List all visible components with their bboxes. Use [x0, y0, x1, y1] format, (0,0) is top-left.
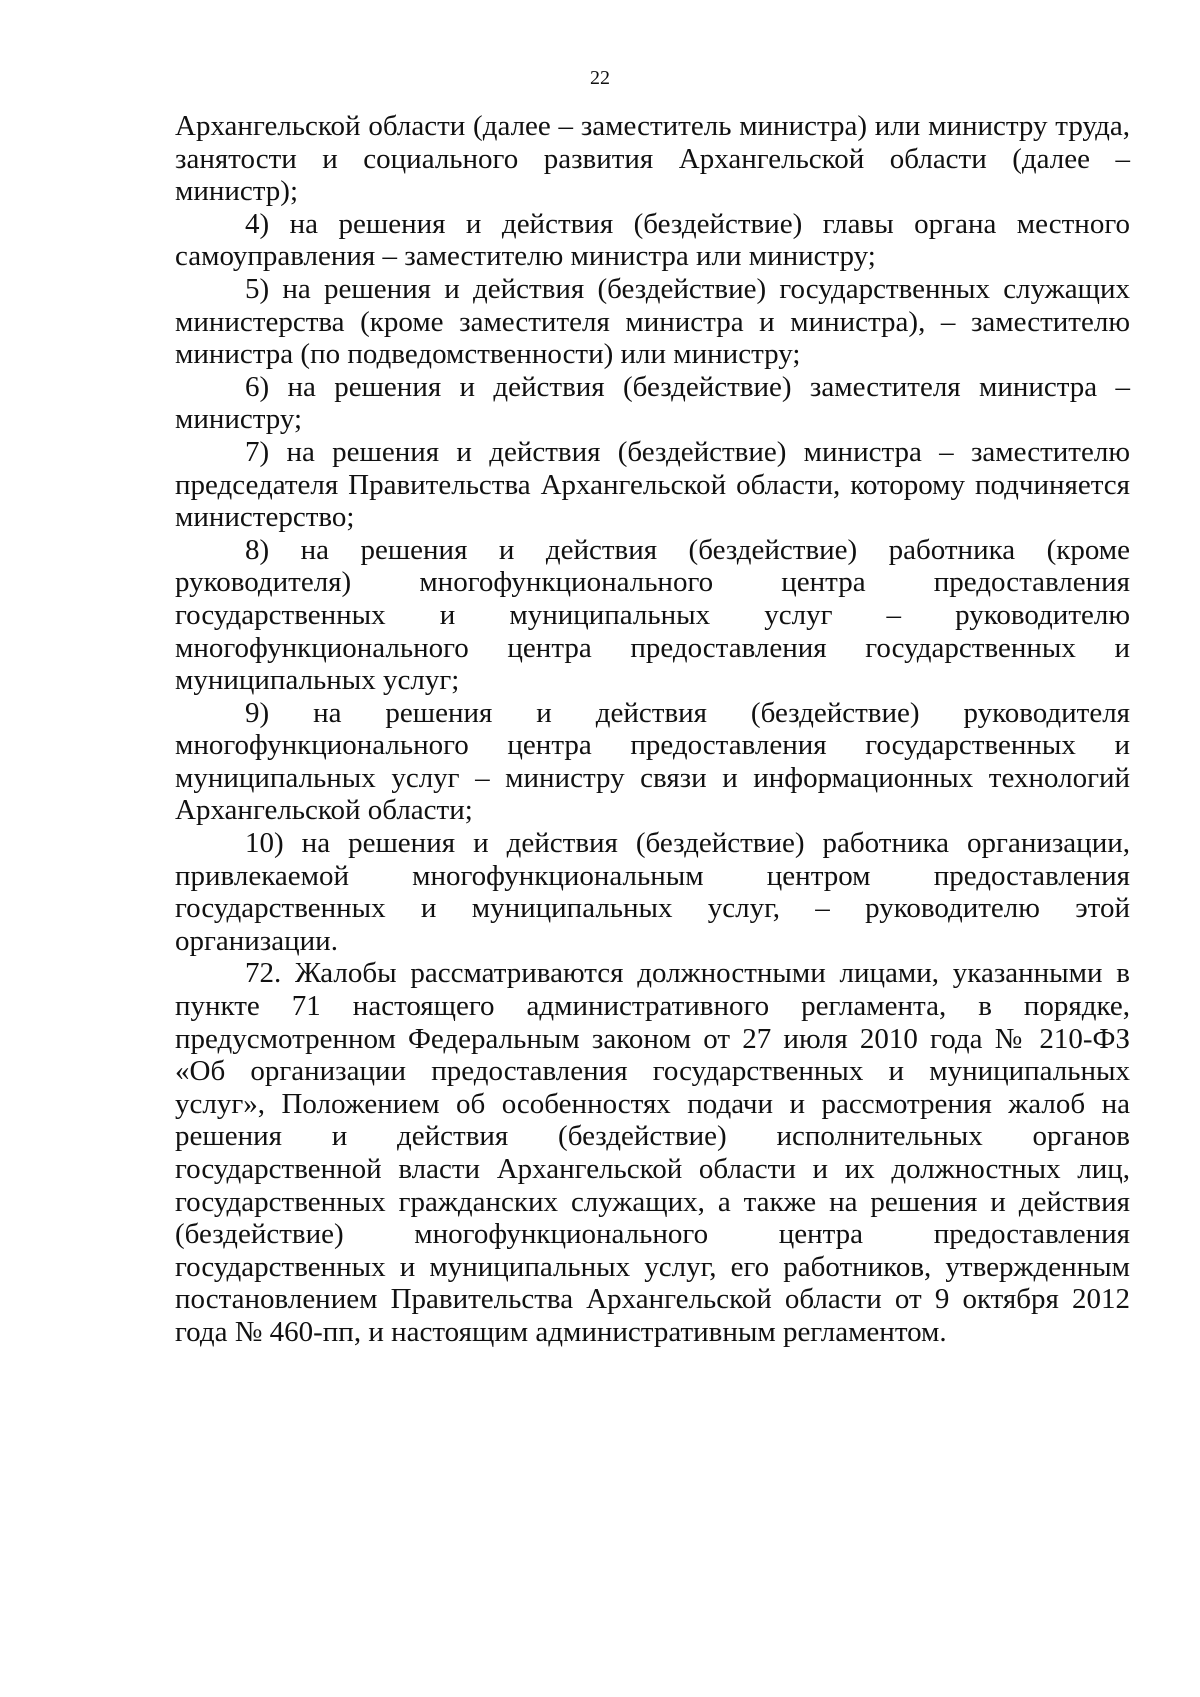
- paragraph-item-8: 8) на решения и действия (бездействие) работника (кроме руководителя) многофункционального центра предоставления государственных и муниципальных услуг – руководителю многофункционального центра предоставления государственных и муниципальных услуг;: [175, 533, 1130, 697]
- paragraph-item-5: 5) на решения и действия (бездействие) государственных служащих министерства (кроме заместителя министра и министра), – заместителю министра (по подведомственности) или министру;: [175, 272, 1130, 371]
- paragraph-item-10: 10) на решения и действия (бездействие) работника организации, привлекаемой многофункциональным центром предоставления государственных и муниципальных услуг, – руководителю этой организации.: [175, 827, 1130, 957]
- paragraph-item-4: 4) на решения и действия (бездействие) главы органа местного самоуправления – заместителю министра или министру;: [175, 207, 1130, 273]
- paragraph-item-9: 9) на решения и действия (бездействие) руководителя многофункционального центра предоставления государственных и муниципальных услуг – министру связи и информационных технологий Архангельской области;: [175, 696, 1130, 827]
- paragraph-clause-72: 72. Жалобы рассматриваются должностными лицами, указанными в пункте 71 настоящего административного регламента, в порядке, предусмотренном Федеральным законом от 27 июля 2010 года № 210-ФЗ «Об организации предоставления государственных и муниципальных услуг», Положением об особенностях подачи и рассмотрения жалоб на решения и действия (бездействие) исполнительных органов государственной власти Архангельской области и их должностных лиц, государственных гражданских служащих, а также на решения и действия (бездействие) многофункционального центра предоставления государственных и муниципальных услуг, его работников, утвержденным постановлением Правительства Архангельской области от 9 октября 2012 года № 460-пп, и настоящим административным регламентом.: [175, 957, 1130, 1348]
- page-number: 22: [590, 67, 610, 89]
- paragraph-item-7: 7) на решения и действия (бездействие) министра – заместителю председателя Правительства Архангельской области, которому подчиняется министерство;: [175, 435, 1130, 534]
- paragraph-item-6: 6) на решения и действия (бездействие) заместителя министра – министру;: [175, 370, 1130, 436]
- document-body: [175, 110, 1130, 1349]
- paragraph-continuation: Архангельской области (далее – заместитель министра) или министру труда, занятости и социального развития Архангельской области (далее – министр);: [175, 110, 1130, 208]
